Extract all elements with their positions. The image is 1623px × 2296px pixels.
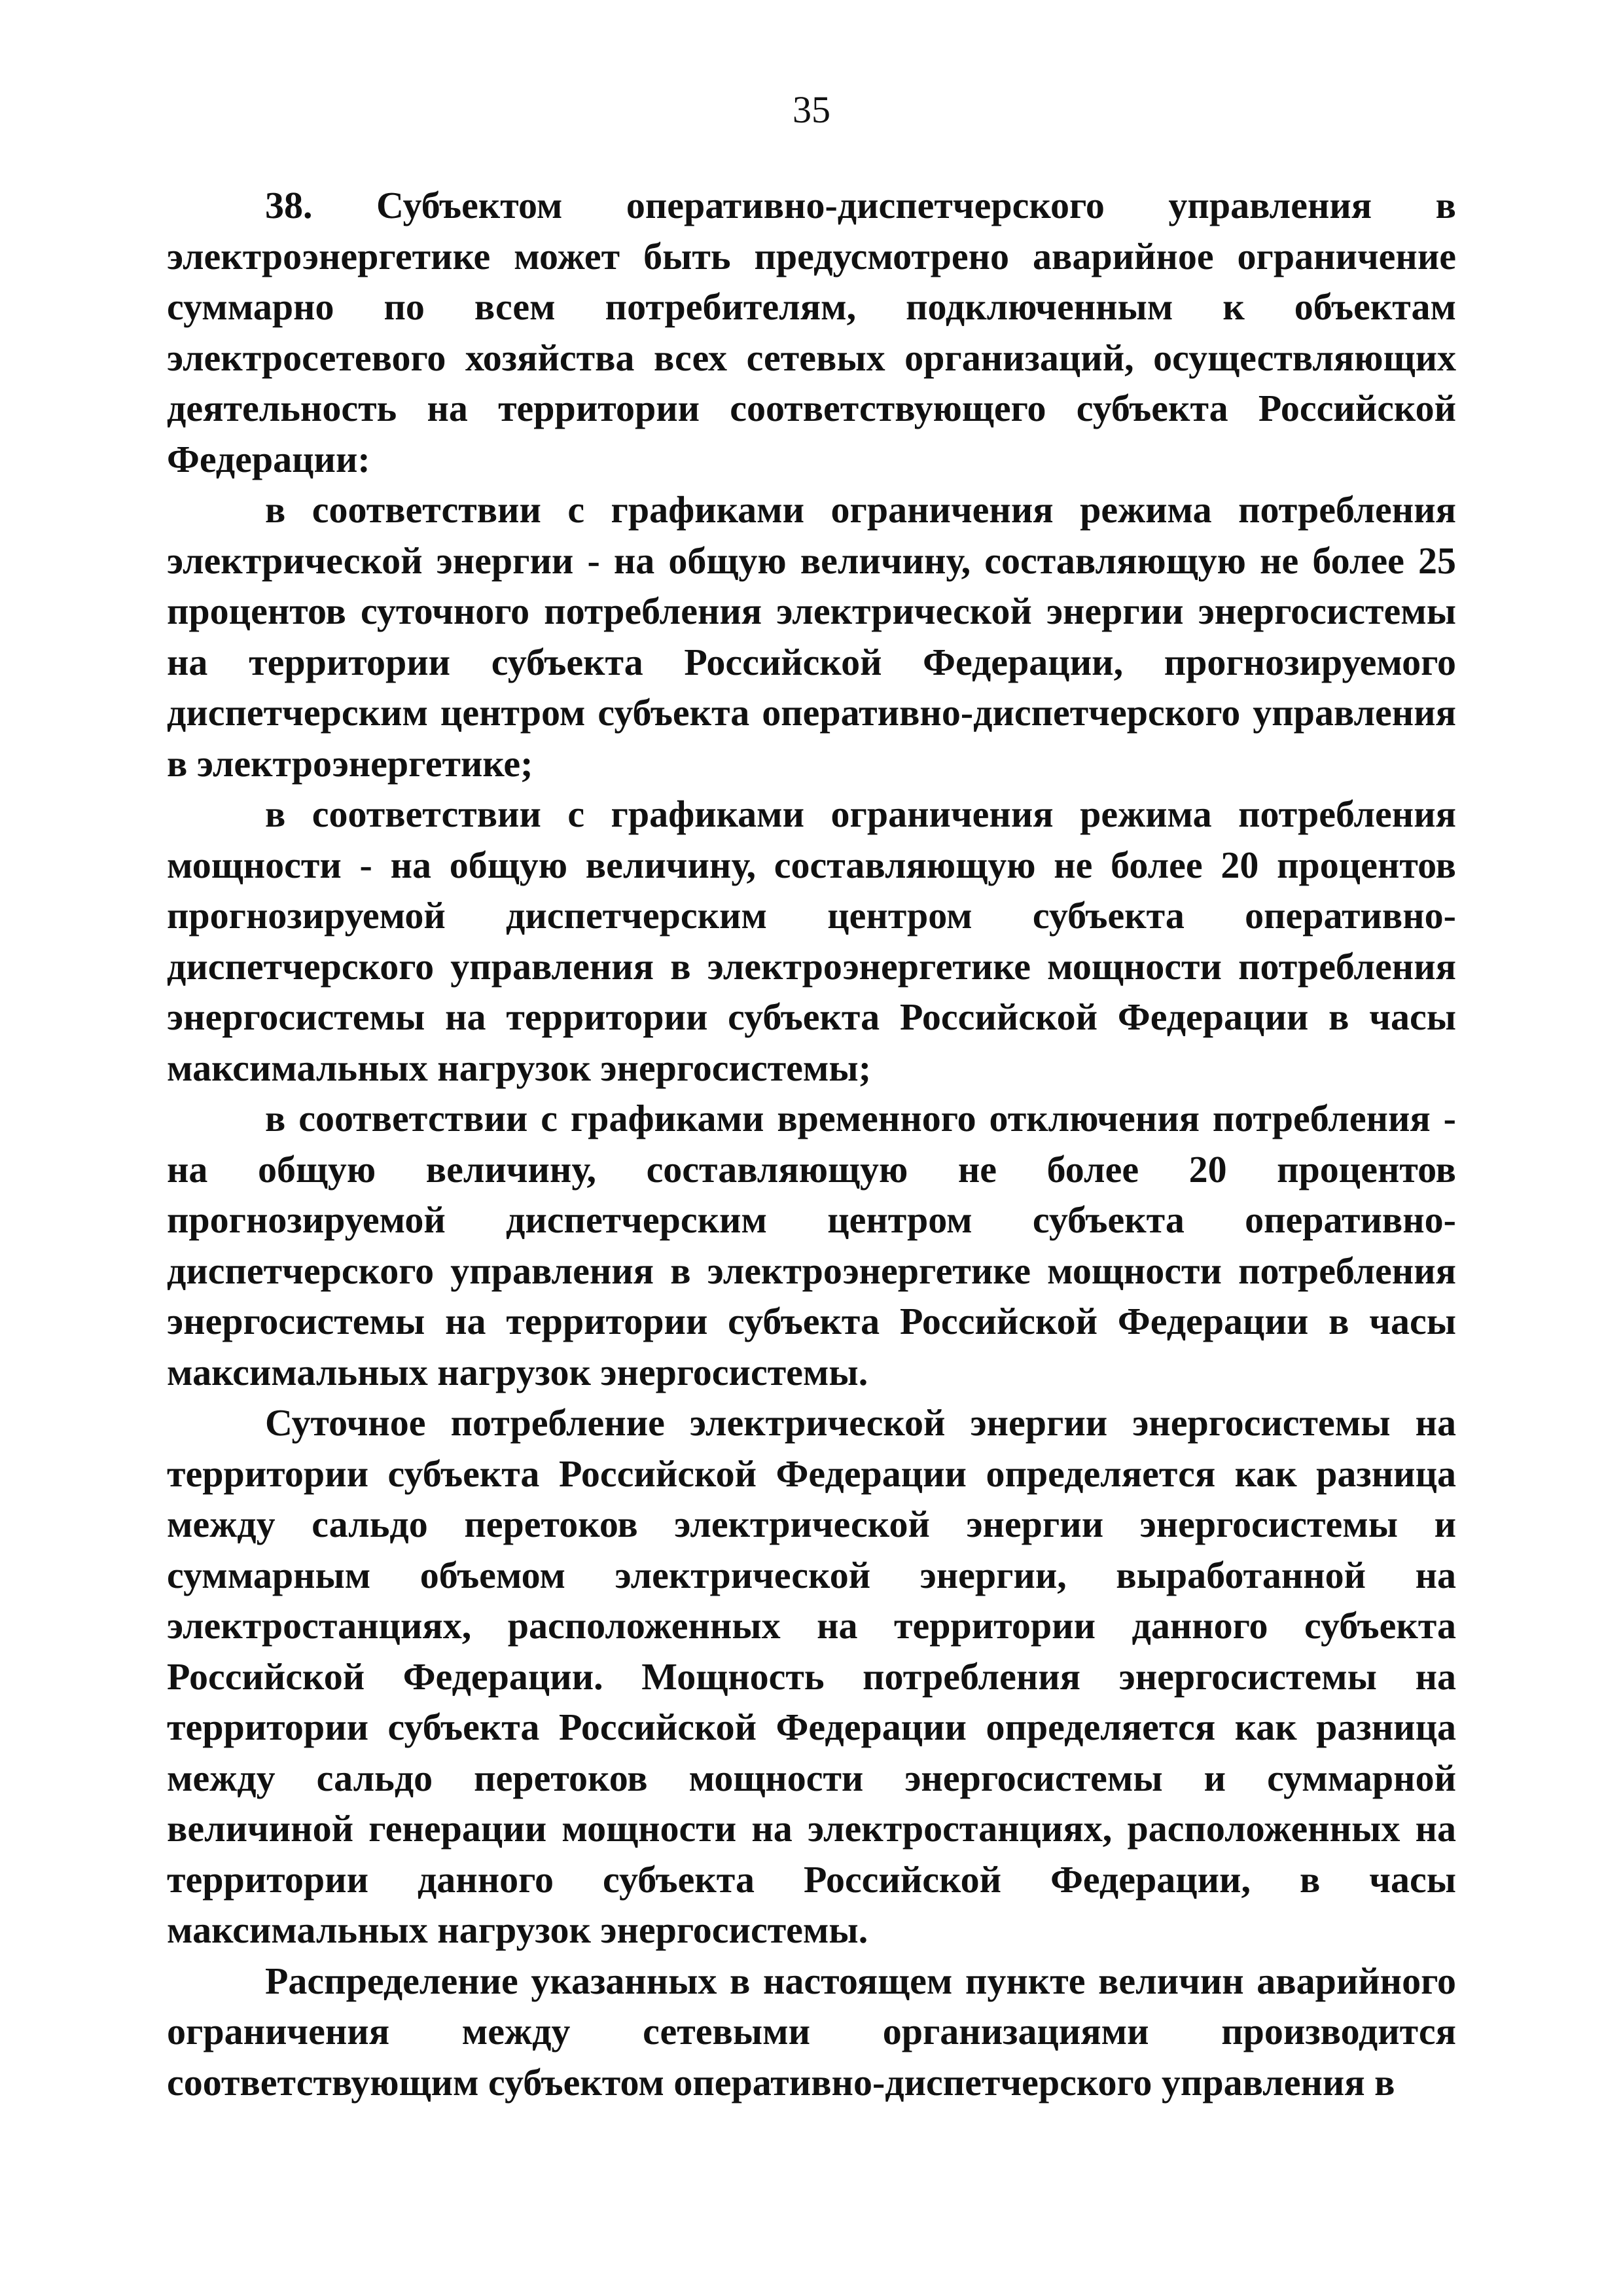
page-number: 35 xyxy=(793,88,830,131)
paragraph-definitions: Суточное потребление электрической энергии энергосистемы на территории субъекта Российской Федерации определяется как разница между сальдо перетоков электрической энергии энергосистемы и суммарным объемом электрической энергии, выработанной на электростанциях, расположенных на территории данного субъекта Российской Федерации. Мощность потребления энергосистемы на территории субъекта Российской Федерации определяется как разница между сальдо перетоков мощности энергосистемы и суммарной величиной генерации мощности на электростанциях, расположенных на территории данного субъекта Российской Федерации, в часы максимальных нагрузок энергосистемы. xyxy=(167,1401,1456,1951)
paragraph-power-limit: в соответствии с графиками ограничения режима потребления мощности - на общую величину, составляющую не более 20 процентов прогнозируемой диспетчерским центром субъекта оперативно-диспетчерского управления в электроэнергетике мощности потребления энергосистемы на территории субъекта Российской Федерации в часы максимальных нагрузок энергосистемы; xyxy=(167,793,1456,1089)
paragraph-item-38: 38. Субъектом оперативно-диспетчерского управления в электроэнергетике может быть предусмотрено аварийное ограничение суммарно по всем потребителям, подключенным к объектам электросетевого хозяйства всех сетевых организаций, осуществляющих деятельность на территории соответствующего субъекта Российской Федерации: xyxy=(167,184,1456,480)
paragraph-energy-limit: в соответствии с графиками ограничения режима потребления электрической энергии - на общую величину, составляющую не более 25 процентов суточного потребления электрической энергии энергосистемы на территории субъекта Российской Федерации, прогнозируемого диспетчерским центром субъекта оперативно-диспетчерского управления в электроэнергетике; xyxy=(167,488,1456,785)
document-body xyxy=(167,180,1456,2108)
paragraph-temporary-disconnection: в соответствии с графиками временного отключения потребления - на общую величину, составляющую не более 20 процентов прогнозируемой диспетчерским центром субъекта оперативно-диспетчерского управления в электроэнергетике мощности потребления энергосистемы на территории субъекта Российской Федерации в часы максимальных нагрузок энергосистемы. xyxy=(167,1097,1456,1393)
paragraph-distribution: Распределение указанных в настоящем пункте величин аварийного ограничения между сетевыми организациями производится соответствующим субъектом оперативно-диспетчерского управления в xyxy=(167,1959,1456,2104)
